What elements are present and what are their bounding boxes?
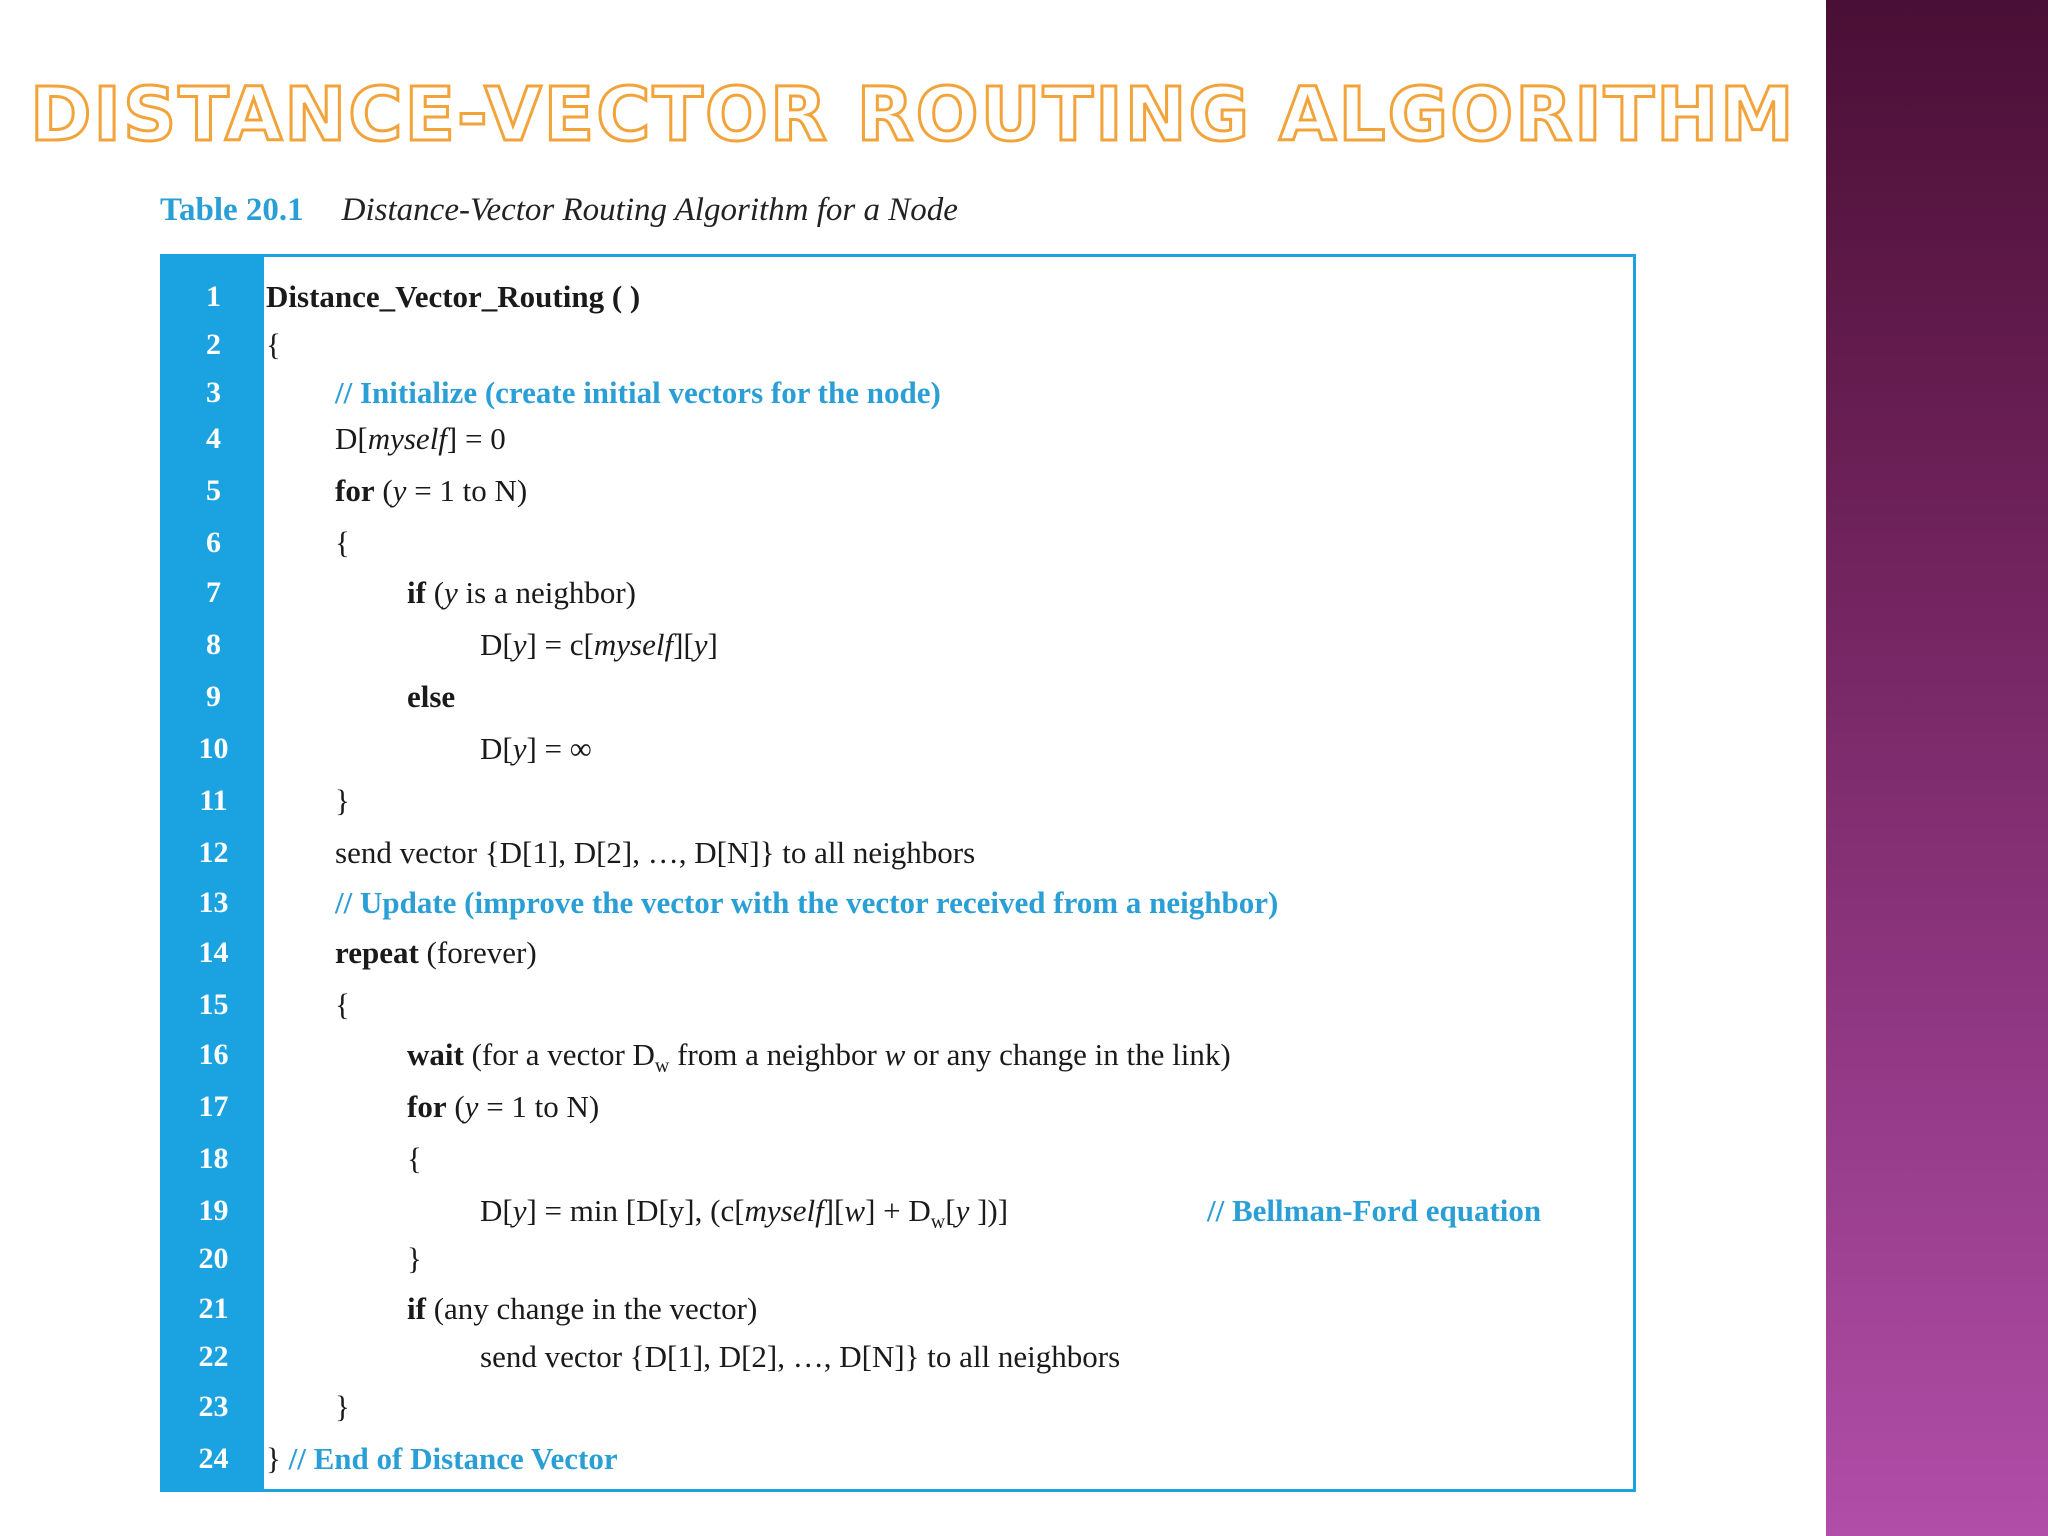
line-number: 9 [206,680,221,713]
code-line [163,1385,1633,1429]
table-number: Table 20.1 [160,192,304,228]
line-number: 22 [198,1340,229,1373]
code-text: else [407,679,456,714]
line-number: 1 [206,280,221,313]
table-caption [160,192,958,229]
line-number: 15 [198,988,229,1021]
code-line [163,623,1633,667]
code-line [163,1437,1633,1481]
line-number: 5 [206,474,221,507]
code-text: if (any change in the vector) [407,1291,758,1326]
code-text: repeat (forever) [335,935,537,970]
code-text: D[y] = min [D[y], (c[myself][w] + $D_w[y$ ])] [480,1193,1009,1234]
code-comment: // Update (improve the vector with the vector received from a neighbor) [335,885,1279,920]
code-line [163,571,1633,615]
line-number: 17 [198,1090,229,1123]
line-number: 18 [198,1142,229,1175]
line-number: 16 [198,1038,229,1071]
line-number: 2 [206,328,221,361]
line-number: 20 [198,1242,229,1275]
line-number: 21 [198,1292,229,1325]
code-text: for (y = 1 to N) [335,473,528,508]
code-text: } [335,1389,350,1424]
code-line [163,831,1633,875]
code-text: } [407,1241,422,1276]
code-text: if (y is a neighbor) [407,575,636,610]
code-line [163,1189,1633,1233]
line-number: 11 [199,784,228,817]
code-text: } // End of Distance Vector [266,1441,618,1476]
code-text: { [266,327,281,362]
code-text: } [335,783,350,818]
code-line [163,417,1633,461]
code-text: D[y] = c[myself][y] [480,627,718,662]
code-line [163,1237,1633,1281]
code-text: send vector {D[1], D[2], …, D[N]} to all neighbors [335,835,976,870]
code-text: { [407,1141,422,1176]
code-line [163,1137,1633,1181]
code-line [163,323,1633,367]
code-line [163,1287,1633,1331]
decorative-side-band [1826,0,2048,1536]
line-number: 19 [198,1194,229,1227]
code-text: { [335,987,350,1022]
code-comment: // Initialize (create initial vectors for the node) [335,375,941,410]
code-text: D[y] = ∞ [480,731,592,766]
code-text: wait (for a vector $D_w$ from a neighbor w or any change in the link) [407,1037,1231,1078]
line-number: 10 [198,732,229,765]
bellman-ford-comment: // Bellman-Ford equation [1207,1193,1542,1228]
line-number: 4 [206,422,221,455]
table-description: Distance-Vector Routing Algorithm for a Node [341,192,958,228]
line-number: 14 [198,936,229,969]
line-number: 24 [198,1442,229,1475]
code-line [163,371,1633,415]
code-text: D[myself] = 0 [335,421,506,456]
end-comment: // End of Distance Vector [288,1441,618,1476]
slide-title: DISTANCE-VECTOR ROUTING ALGORITHM [30,72,1796,158]
code-line [163,675,1633,719]
code-line [163,881,1633,925]
line-number: 7 [206,576,221,609]
code-line [163,1033,1633,1077]
code-text: for (y = 1 to N) [407,1089,600,1124]
code-line [163,779,1633,823]
code-line [163,1335,1633,1379]
line-number: 23 [198,1390,229,1423]
code-line [163,469,1633,513]
algorithm-table [160,254,1636,1492]
code-text: send vector {D[1], D[2], …, D[N]} to all neighbors [480,1339,1121,1374]
code-text: { [335,525,350,560]
line-number: 3 [206,376,221,409]
code-line [163,931,1633,975]
code-line [163,983,1633,1027]
code-line [163,275,1633,319]
line-number: 12 [198,836,229,869]
code-line [163,1085,1633,1129]
line-number: 13 [198,886,229,919]
line-number: 6 [206,526,221,559]
code-line [163,727,1633,771]
code-text: Distance_Vector_Routing ( ) [266,279,641,314]
code-line [163,521,1633,565]
line-number: 8 [206,628,221,661]
